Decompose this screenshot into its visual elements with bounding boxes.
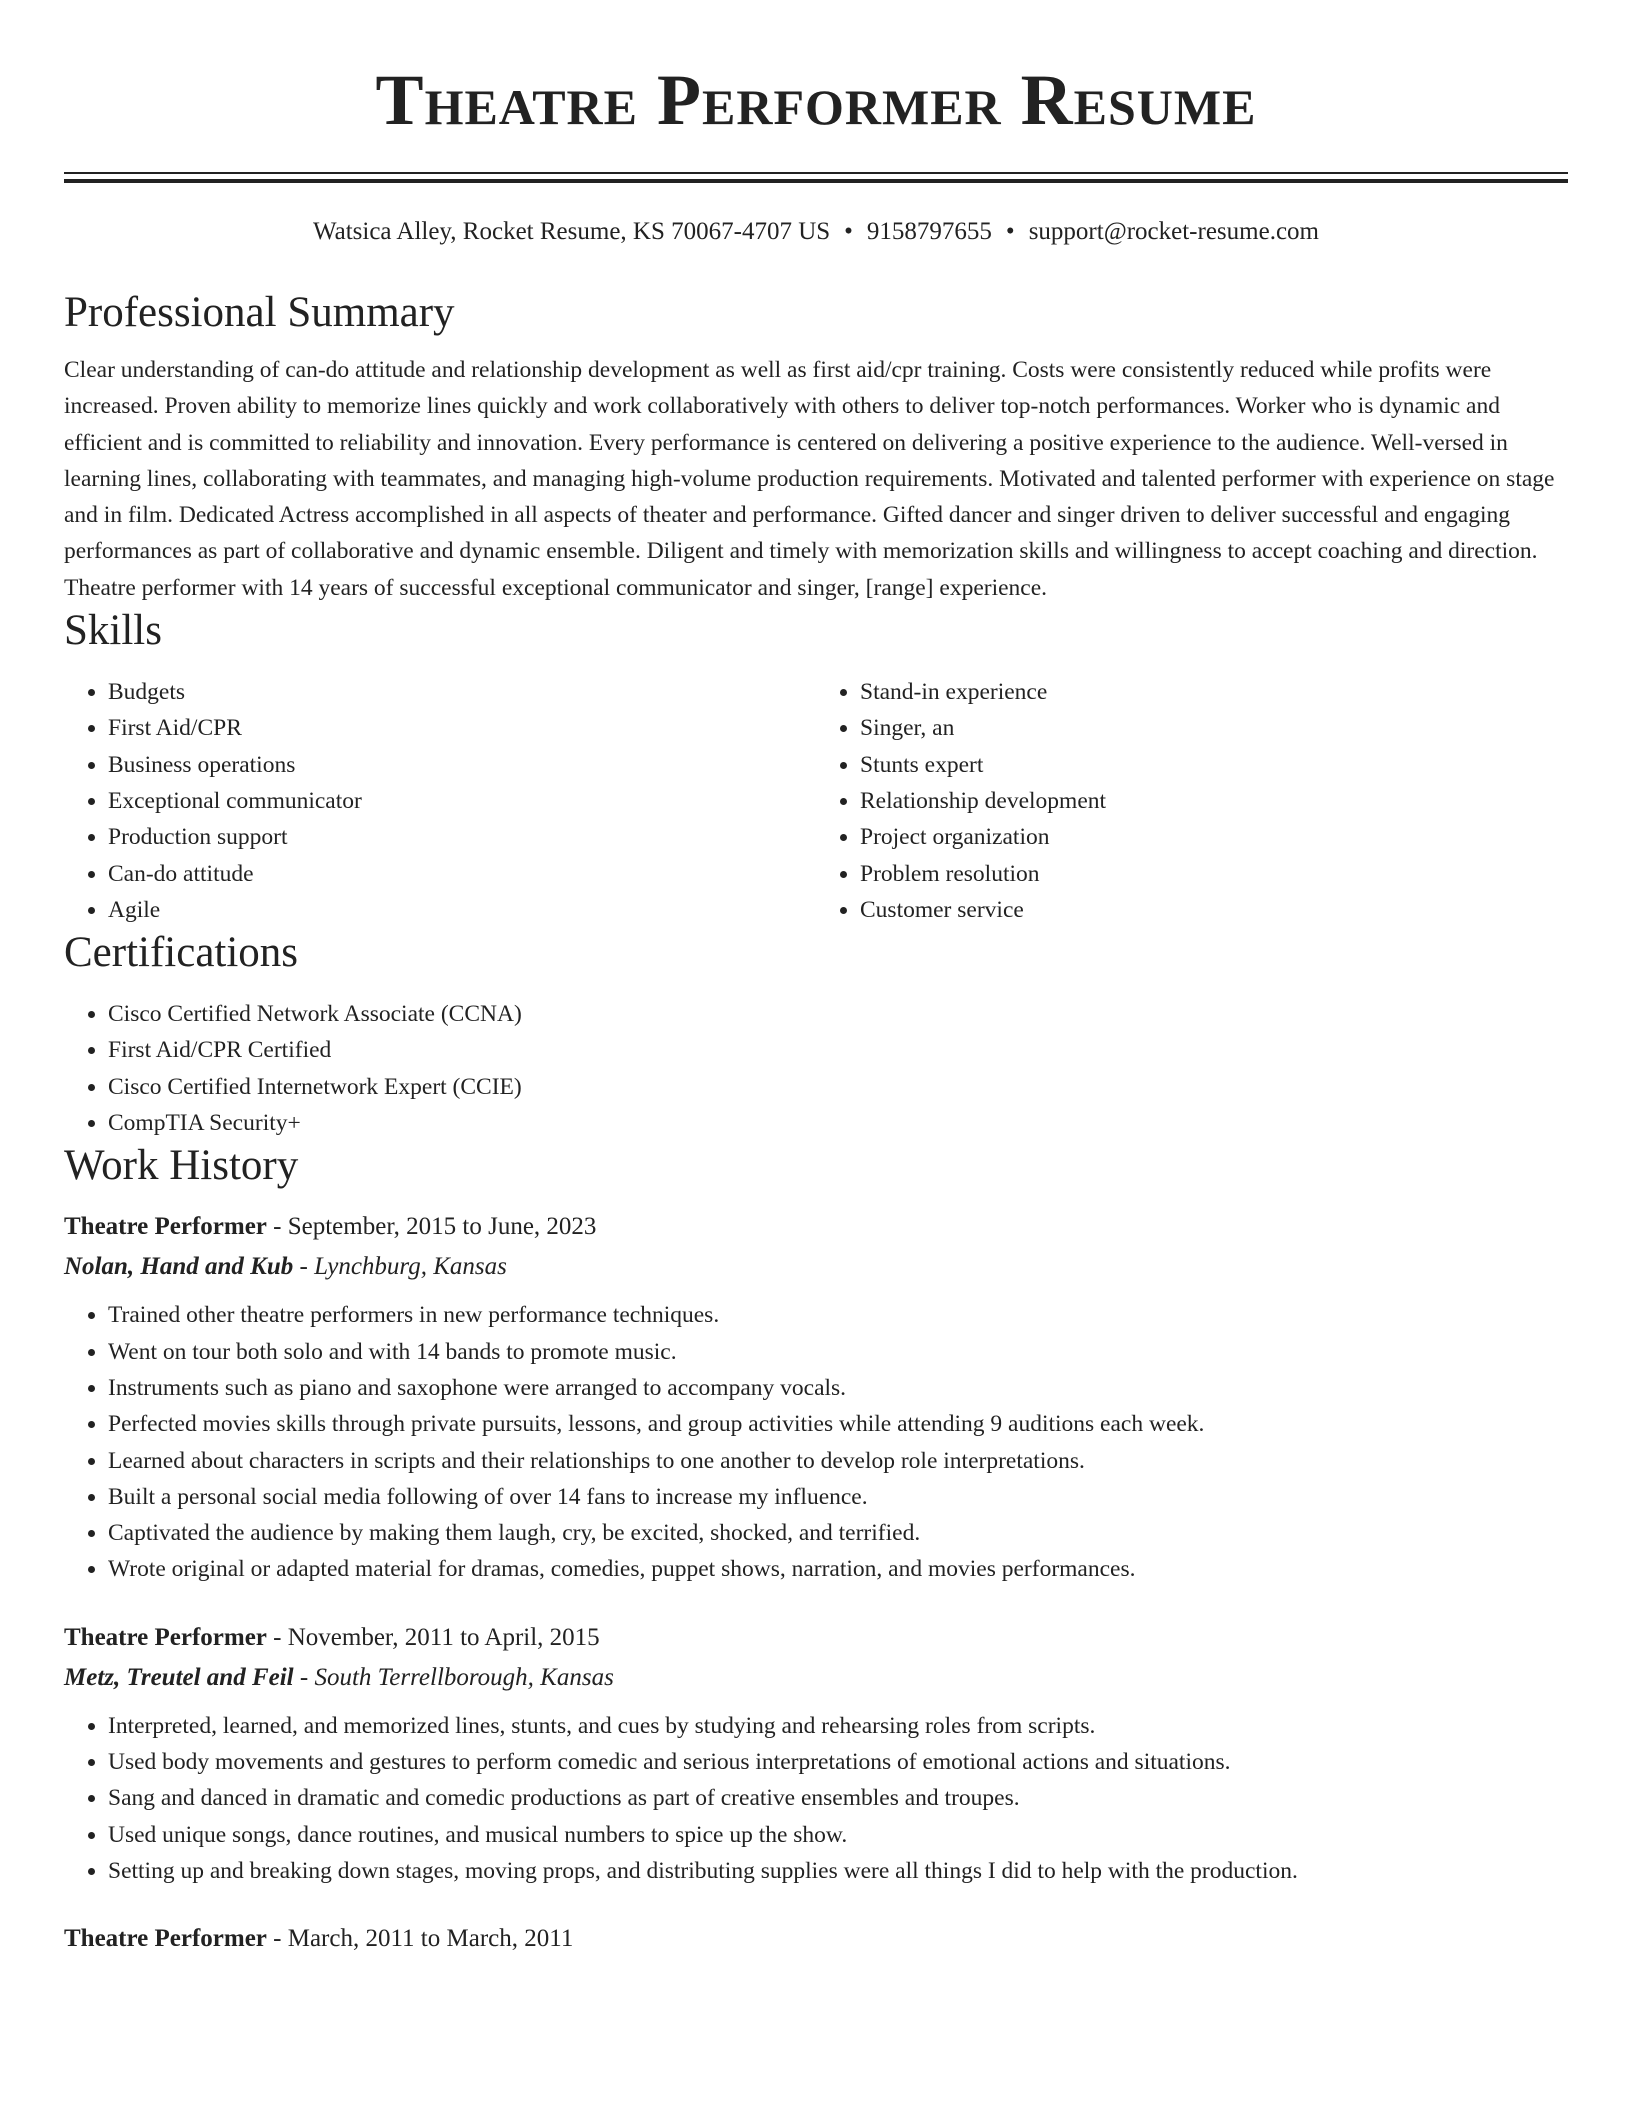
contact-email: support@rocket-resume.com: [1028, 218, 1319, 245]
skills-column-right: [816, 674, 1568, 928]
skill-item: • Exceptional communicator: [108, 783, 816, 819]
job-bullet: • Sang and danced in dramatic and comedic productions as part of creative ensembles and troupes.: [108, 1780, 1568, 1816]
contact-phone: 9158797655: [866, 218, 992, 245]
job-title: Theatre Performer: [64, 1623, 267, 1651]
summary-text: Clear understanding of can-do attitude and relationship development as well as first aid/cpr training. Costs were consistently reduced while profits were increased. Proven ability to memorize lines quickly and work collaboratively with others to deliver top-notch performances. Worker who is dynamic and efficient and is committed to reliability and innovation. Every performance is centered on delivering a positive experience to the audience. Well-versed in learning lines, collaborating with teammates, and managing high-volume production requirements. Motivated and talented performer with experience on stage and in film. Dedicated Actress accomplished in all aspects of theater and performance. Gifted dancer and singer driven to deliver successful and engaging performances as part of collaborative and dynamic ensemble. Diligent and timely with memorization skills and willingness to accept coaching and direction. Theatre performer with 14 years of successful exceptional communicator and singer, [range] experience.: [64, 357, 1555, 601]
skills-list: [64, 674, 1568, 928]
job-dates: - September, 2015 to June, 2023: [266, 1213, 597, 1241]
skill-item: • Customer service: [860, 892, 1568, 928]
job-bullets: [64, 1297, 1568, 1587]
job-bullet: • Captivated the audience by making them laugh, cry, be excited, shocked, and terrified.: [108, 1515, 1568, 1551]
certification-item: • CompTIA Security+: [108, 1105, 1568, 1141]
job-company: Metz, Treutel and Feil: [64, 1663, 294, 1691]
summary-heading: Professional Summary: [64, 289, 455, 336]
job-bullet: • Used body movements and gestures to perform comedic and serious interpretations of emotional actions and situations.: [108, 1744, 1568, 1780]
certification-item: • Cisco Certified Network Associate (CCNA): [108, 996, 1568, 1032]
job-company: Nolan, Hand and Kub: [64, 1253, 294, 1281]
job-bullet: • Interpreted, learned, and memorized lines, stunts, and cues by studying and rehearsing roles from scripts.: [108, 1708, 1568, 1744]
job-company-line: [64, 1658, 1568, 1698]
job-bullet: • Instruments such as piano and saxophone were arranged to accompany vocals.: [108, 1370, 1568, 1406]
job-title-line: [64, 1207, 1568, 1247]
skill-item: • Problem resolution: [860, 856, 1568, 892]
contact-separator: •: [844, 218, 853, 245]
job-dates: - November, 2011 to April, 2015: [266, 1623, 600, 1651]
resume-title: Theatre Performer Resume: [375, 60, 1257, 140]
skill-item: • Singer, an: [860, 710, 1568, 746]
job-title-line: [64, 1618, 1568, 1658]
job-entry: [64, 1919, 1568, 1959]
skills-heading: Skills: [64, 607, 162, 655]
skill-item: • Stand-in experience: [860, 674, 1568, 710]
skill-item: • Project organization: [860, 819, 1568, 855]
job-bullet: • Perfected movies skills through private pursuits, lessons, and group activities while attending 9 auditions each week.: [108, 1406, 1568, 1442]
certification-item: • Cisco Certified Internetwork Expert (CCIE): [108, 1069, 1568, 1105]
job-entry: [64, 1207, 1568, 1587]
skill-item: • Relationship development: [860, 783, 1568, 819]
job-title: Theatre Performer: [64, 1213, 267, 1241]
job-bullet: • Wrote original or adapted material for dramas, comedies, puppet shows, narration, and movies performances.: [108, 1551, 1568, 1587]
job-bullet: • Used unique songs, dance routines, and musical numbers to spice up the show.: [108, 1817, 1568, 1853]
job-dates: - March, 2011 to March, 2011: [266, 1925, 574, 1953]
job-bullet: • Trained other theatre performers in new performance techniques.: [108, 1297, 1568, 1333]
certifications-heading: Certifications: [64, 929, 299, 977]
skill-item: • First Aid/CPR: [108, 710, 816, 746]
job-bullet: • Built a personal social media following of over 14 fans to increase my influence.: [108, 1479, 1568, 1515]
title-divider: [64, 172, 1568, 183]
skill-item: • Agile: [108, 892, 816, 928]
skill-item: • Business operations: [108, 747, 816, 783]
job-bullet: • Went on tour both solo and with 14 bands to promote music.: [108, 1334, 1568, 1370]
job-bullet: • Learned about characters in scripts and their relationships to one another to develop role interpretations.: [108, 1443, 1568, 1479]
skills-column-left: [64, 674, 816, 928]
contact-line: [64, 216, 1568, 248]
job-title: Theatre Performer: [64, 1925, 267, 1953]
contact-separator: •: [1005, 218, 1015, 245]
job-company-line: [64, 1247, 1568, 1287]
skill-item: • Budgets: [108, 674, 816, 710]
job-entry: [64, 1618, 1568, 1889]
skill-item: • Production support: [108, 819, 816, 855]
certification-item: • First Aid/CPR Certified: [108, 1032, 1568, 1068]
skill-item: • Stunts expert: [860, 747, 1568, 783]
job-location: - Lynchburg, Kansas: [293, 1253, 507, 1281]
work-history-heading: Work History: [64, 1142, 299, 1190]
skill-item: • Can-do attitude: [108, 856, 816, 892]
contact-address: Watsica Alley, Rocket Resume, KS 70067-4707 US: [313, 218, 831, 245]
job-bullets: [64, 1708, 1568, 1889]
job-title-line: [64, 1919, 1568, 1959]
job-bullet: • Setting up and breaking down stages, moving props, and distributing supplies were all things I did to help with the production.: [108, 1853, 1568, 1889]
certifications-list: [64, 996, 1568, 1141]
job-location: - South Terrellborough, Kansas: [293, 1663, 614, 1691]
